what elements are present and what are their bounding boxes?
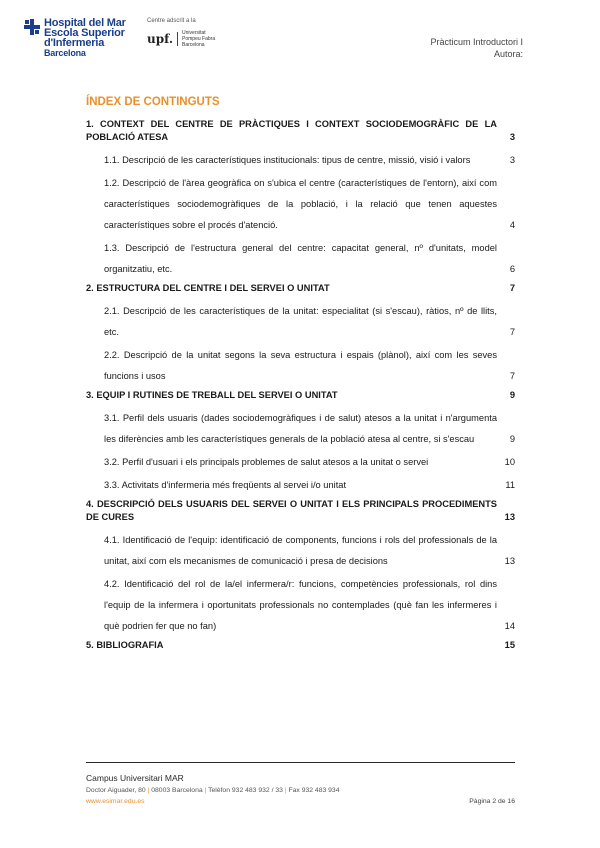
toc-page-number: 13 — [504, 512, 515, 522]
collab-label: Centre adscrit a la — [147, 18, 196, 24]
toc-entry-text: 1.3. Descripció de l'estructura general del centre: capacitat general, nº d'unitats, model organitzatiu, etc. — [104, 243, 497, 274]
hospital-del-mar-logo — [24, 18, 126, 58]
table-of-contents — [86, 92, 515, 658]
logo-city: Barcelona — [44, 48, 86, 58]
toc-entry-2-1[interactable] — [86, 301, 515, 343]
toc-entry-text: 2.1. Descripció de les característiques de la unitat: especialitat (si s'escau), ràtios, nº de llits, etc. — [104, 306, 497, 337]
toc-entry-section-5[interactable] — [86, 639, 515, 652]
toc-page-number: 7 — [509, 283, 515, 293]
footer-fax: Fax 932 483 934 — [288, 787, 340, 794]
footer-separator: | — [204, 787, 207, 794]
document-meta — [430, 36, 523, 60]
upf-affiliation — [147, 18, 215, 48]
toc-entry-2-2[interactable] — [86, 345, 515, 387]
toc-entry-text: 3. EQUIP I RUTINES DE TREBALL DEL SERVEI O UNITAT — [86, 390, 338, 400]
footer-website-link[interactable]: www.esimar.edu.es — [86, 798, 145, 805]
footer-street: Doctor Aiguader, 80 — [86, 787, 146, 794]
footer-separator: | — [147, 787, 150, 794]
toc-page-number: 10 — [504, 457, 515, 467]
upf-name — [182, 30, 215, 48]
toc-entry-4-1[interactable] — [86, 530, 515, 572]
logo-line: d'Infermeria — [44, 37, 105, 49]
page-header — [0, 0, 600, 80]
toc-entry-1-2[interactable] — [86, 173, 515, 236]
toc-entry-section-3[interactable] — [86, 389, 515, 402]
footer-campus: Campus Universitari MAR — [86, 773, 184, 783]
toc-page-number: 14 — [504, 621, 515, 631]
toc-page-number: 15 — [504, 640, 515, 650]
toc-page-number: 4 — [509, 220, 515, 230]
toc-entry-text: 3.3. Activitats d'infermeria més freqüents al servei i/o unitat — [104, 480, 347, 490]
upf-line: Universitat — [182, 30, 206, 36]
toc-page-number: 9 — [509, 390, 515, 400]
toc-entry-text: 2. ESTRUCTURA DEL CENTRE I DEL SERVEI O UNITAT — [86, 283, 330, 293]
toc-entry-text: 4. DESCRIPCIÓ DELS USUARIS DEL SERVEI O UNITAT I ELS PRINCIPALS PROCEDIMENTS DE CURES — [86, 499, 497, 522]
toc-page-number: 11 — [505, 480, 515, 490]
document-title: Pràcticum Introductori I — [430, 37, 523, 47]
upf-line: Pompeu Fabra — [182, 36, 216, 42]
toc-page-number: 3 — [509, 132, 515, 142]
toc-entry-1-1[interactable] — [86, 150, 515, 171]
toc-entry-3-2[interactable] — [86, 452, 515, 473]
toc-entry-text: 4.2. Identificació del rol de la/el infermera/r: funcions, competències professionals, rol dins l'equip de la infermera i oportunitats professionals no contemplades (què fan les infermeres i què podrien fer que no fan) — [104, 579, 497, 631]
toc-entry-text: 3.2. Perfil d'usuari i els principals problemes de salut atesos a la unitat o servei — [104, 457, 429, 467]
document-author: Autora: — [493, 49, 523, 59]
toc-entry-section-2[interactable] — [86, 282, 515, 295]
toc-entry-1-3[interactable] — [86, 238, 515, 280]
toc-title: ÍNDEX DE CONTINGUTS — [86, 96, 220, 108]
toc-entry-text: 1.1. Descripció de les característiques institucionals: tipus de centre, missió, visió i valors — [104, 155, 471, 165]
toc-page-number: 7 — [509, 371, 515, 381]
toc-page-number: 3 — [509, 155, 515, 165]
toc-entry-text: 2.2. Descripció de la unitat segons la seva estructura i espais (plànol), així com les seves funcions i usos — [104, 350, 497, 381]
toc-entry-text: 1.2. Descripció de l'àrea geogràfica on s'ubica el centre (característiques de l'entorn), així com característiques sociodemogràfiques de la població, i la relació que tenen aquestes característiques sobre el procés d'atenció. — [104, 178, 497, 230]
toc-page-number: 6 — [509, 264, 515, 274]
footer-phone: Telèfon 932 483 932 / 33 — [208, 787, 283, 794]
logo-line: Escola Superior — [44, 27, 125, 39]
toc-entry-text: 4.1. Identificació de l'equip: identificació de components, funcions i rols del professionals de la unitat, així com els mecanismes de comunicació i presa de decisions — [104, 535, 497, 566]
page-number: Pàgina 2 de 16 — [469, 798, 515, 805]
toc-entry-section-1[interactable] — [86, 118, 515, 144]
toc-entry-3-1[interactable] — [86, 408, 515, 450]
toc-entry-3-3[interactable] — [86, 475, 515, 496]
toc-entry-section-4[interactable] — [86, 498, 515, 524]
toc-page-number: 13 — [504, 556, 515, 566]
footer-city: 08003 Barcelona — [151, 787, 203, 794]
upf-logo: upf. — [147, 32, 178, 46]
toc-entry-4-2[interactable] — [86, 574, 515, 637]
footer-separator: | — [284, 787, 287, 794]
page-footer — [86, 762, 515, 805]
footer-divider — [86, 762, 515, 763]
toc-entry-text: 5. BIBLIOGRAFIA — [86, 640, 164, 650]
logo-line: Hospital del Mar — [44, 17, 126, 29]
toc-page-number: 7 — [509, 327, 515, 337]
toc-entry-text: 3.1. Perfil dels usuaris (dades sociodemogràfiques i de salut) atesos a la unitat i n'argumenta les diferències amb les característiques generals de la població atesa al centre, si s'escau — [104, 413, 497, 444]
footer-address — [86, 787, 515, 794]
cross-icon — [24, 19, 40, 35]
toc-entry-text: 1. CONTEXT DEL CENTRE DE PRÀCTIQUES I CONTEXT SOCIODEMOGRÀFIC DE LA POBLACIÓ ATESA — [86, 119, 497, 142]
upf-line: Barcelona — [182, 42, 205, 48]
toc-page-number: 9 — [509, 434, 515, 444]
